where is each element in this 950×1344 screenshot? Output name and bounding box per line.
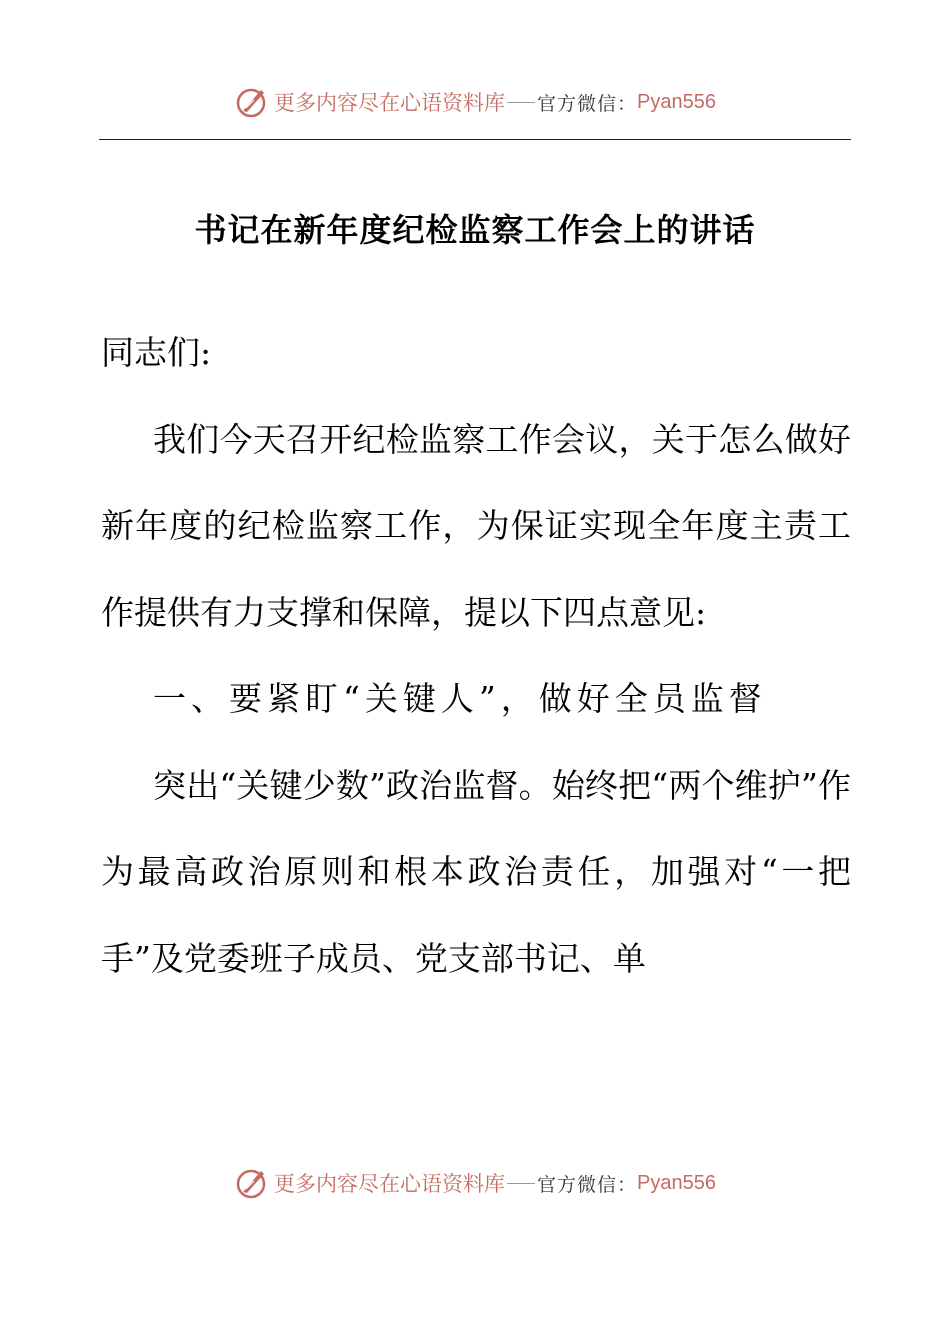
- banner-label: 官方微信：: [537, 1173, 638, 1196]
- banner-label: 官方微信：: [537, 92, 638, 115]
- paragraph-1: 我们今天召开纪检监察工作会议，关于怎么做好新年度的纪检监察工作，为保证实现全年度主责工作提供有力支撑和保障，提以下四点意见:: [101, 419, 851, 632]
- banner-text: 更多内容尽在心语资料库: [274, 91, 505, 115]
- header-rule: [99, 139, 851, 140]
- salutation: 同志们:: [101, 333, 212, 372]
- section-heading-1: 一、要紧盯“关键人”，做好全员监督: [153, 679, 767, 718]
- banner-wechat-id: Pyan556: [637, 90, 716, 113]
- banner-separator: [507, 102, 535, 103]
- quill-logo-icon: [234, 84, 270, 120]
- banner-text: 更多内容尽在心语资料库: [274, 1172, 505, 1196]
- quill-logo-icon: [234, 1165, 270, 1201]
- paragraph-2: 突出“关键少数”政治监督。始终把“两个维护”作为最高政治原则和根本政治责任，加强对“一把手”及党委班子成员、党支部书记、单: [101, 765, 851, 978]
- banner-separator: [507, 1183, 535, 1184]
- banner-wechat-id: Pyan556: [637, 1171, 716, 1194]
- header-banner: [0, 82, 950, 122]
- document-title: 书记在新年度纪检监察工作会上的讲话: [194, 211, 756, 249]
- footer-banner: [0, 1163, 950, 1203]
- document-body: [101, 310, 851, 1002]
